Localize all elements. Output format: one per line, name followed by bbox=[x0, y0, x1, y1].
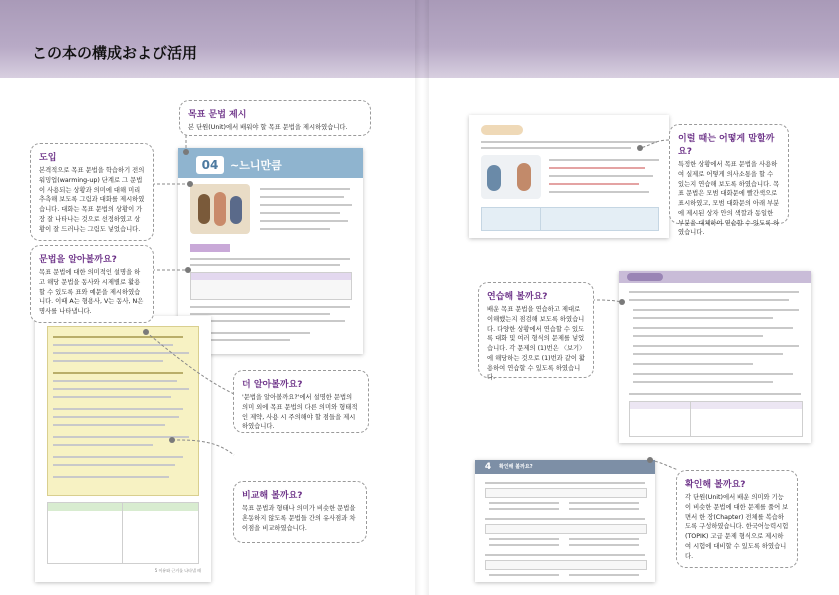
callout-learn-grammar bbox=[30, 245, 154, 323]
compare-table bbox=[47, 502, 199, 564]
callout-title: 더 알아볼까요? bbox=[242, 380, 303, 390]
check-page-thumbnail bbox=[475, 460, 655, 582]
situation-page-thumbnail bbox=[469, 115, 669, 238]
unit-number: 04 bbox=[196, 156, 224, 174]
callout-body: 목표 문법과 형태나 의미가 비슷한 문법을 혼동하지 않도록 문법들 간의 유사점과 차이점을 비교하였습니다. bbox=[242, 505, 356, 532]
callout-body: 본 단원(Unit)에서 배워야 할 목표 문법을 제시하였습니다. bbox=[188, 124, 348, 131]
more-page-thumbnail bbox=[35, 316, 211, 582]
check-number: 4 bbox=[484, 462, 492, 472]
callout-compare bbox=[233, 481, 367, 543]
connector-dot bbox=[647, 457, 653, 463]
connector-dot bbox=[187, 181, 193, 187]
callout-title: 확인해 볼까요? bbox=[685, 480, 746, 490]
callout-body: '문법을 알아볼까요?'에서 설명한 문법의 의미 외에 목표 문법의 다른 의미와 형태적인 제약, 사용 시 주의해야 할 점들을 제시하였습니다. bbox=[242, 394, 358, 431]
callout-title: 연습해 볼까요? bbox=[487, 292, 548, 302]
page-gutter bbox=[415, 0, 429, 595]
callout-goal-grammar bbox=[179, 100, 371, 136]
callout-practice bbox=[478, 282, 594, 382]
callout-title: 도입 bbox=[39, 153, 57, 163]
callout-body: 각 단원(Unit)에서 배운 의미와 기능이 비슷한 문법에 대한 문제를 풀어 보면서 한 장(Chapter) 전체를 복습하도록 구성하였습니다. 한국어능력시험(TOPIK) 고급 문제 형식으로 제시하여 시험에 대비할 수 있도록 하였습니다. bbox=[685, 494, 789, 560]
practice-table bbox=[629, 401, 803, 437]
callout-body: 본격적으로 목표 문법을 학습하기 전의 워밍업(warming-up) 단계로 그 문법이 사용되는 상황과 의미에 대해 미리 추측해 보도록 그림과 대화를 제시하였습니다. 대화는 목표 문법의 상황이 가장 잘 나타나는 것으로 선정하였고 상황이 잘 드러나는 그림도 넣었습니다. bbox=[39, 167, 145, 233]
situation-illustration bbox=[481, 155, 541, 199]
callout-check bbox=[676, 470, 798, 568]
callout-body: 배운 목표 문법을 연습하고 제대로 이해했는지 점검해 보도록 하였습니다. 다양한 상황에서 연습할 수 있도록 대화 및 여러 형식의 문제를 넣었습니다. 각 문제의 (1)번은 〈보기〉에 해당하는 것으로 (1)번과 같이 활용하여 연습할 수 있도록 하였습니다. bbox=[487, 306, 586, 382]
callout-intro bbox=[30, 143, 154, 241]
callout-body: 특정한 상황에서 목표 문법을 사용하여 실제로 어떻게 의사소통을 할 수 있는지 연습해 보도록 하였습니다. 목표 문법은 모범 대화문에 빨간색으로 표시하였고, 모범 대화문의 아래 부분에 제시된 상자 안의 색깔과 동일한 부분을 대체하여 연습할 수 있도록 하였습니다. bbox=[678, 161, 780, 237]
callout-title: 이럴 때는 어떻게 말할까요? bbox=[678, 134, 775, 157]
situation-substitution-box bbox=[481, 207, 659, 231]
unit-heading: ~느니만큼 bbox=[230, 159, 282, 172]
connector-dot bbox=[619, 299, 625, 305]
connector-dot bbox=[169, 437, 175, 443]
connector-dot bbox=[143, 329, 149, 335]
callout-more bbox=[233, 370, 369, 433]
callout-title: 문법을 알아볼까요? bbox=[39, 255, 117, 265]
page-title: この本の構成および活用 bbox=[32, 44, 198, 62]
callout-title: 목표 문법 제시 bbox=[188, 110, 247, 120]
callout-situation bbox=[669, 124, 789, 237]
page-footer: 5 이유와 근거를 나타낼 때 bbox=[154, 568, 201, 573]
callout-title: 비교해 볼까요? bbox=[242, 491, 303, 501]
connector-dot bbox=[183, 149, 189, 155]
connector-dot bbox=[185, 267, 191, 273]
connector-dot bbox=[637, 145, 643, 151]
intro-illustration bbox=[190, 184, 250, 234]
callout-body: 목표 문법에 대한 의미적인 설명을 하고 해당 문법을 동사와 시제별로 활용할 수 있도록 표와 예문을 제시하였습니다. 이때 A는 형용사, V는 동사, N은 명사를 나타냅니다. bbox=[39, 269, 144, 315]
check-heading: 확인해 볼까요? bbox=[499, 464, 533, 470]
practice-page-thumbnail bbox=[619, 271, 811, 443]
situation-title-pill bbox=[481, 125, 523, 135]
